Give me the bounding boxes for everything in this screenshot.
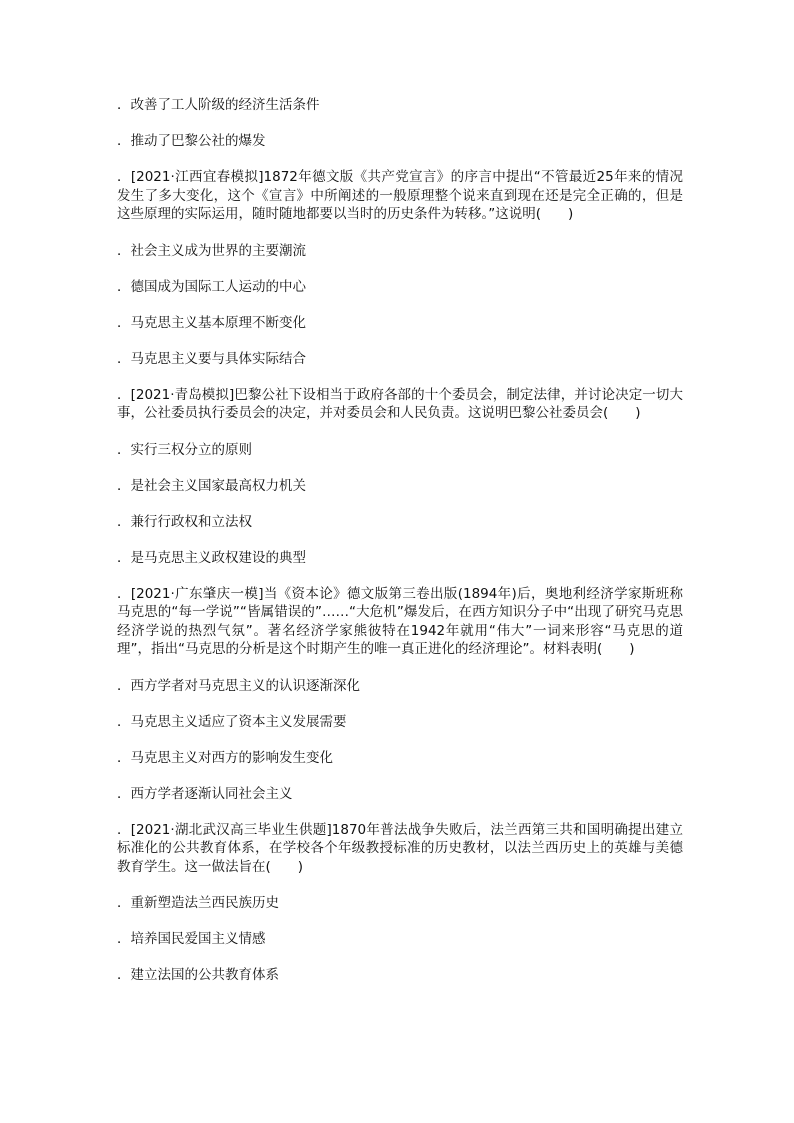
option-line: ．重新塑造法兰西民族历史 [117, 895, 279, 911]
option-line: ．马克思主义要与具体实际结合 [117, 350, 306, 367]
option-line: ．西方学者逐渐认同社会主义 [117, 785, 293, 802]
question-stem: ．[2021·青岛模拟]巴黎公社下设相当于政府各部的十个委员会，制定法律，并讨论决定一切大事，公社委员执行委员会的决定，并对委员会和人民负责。这说明巴黎公社委员会( ) [117, 386, 683, 421]
option-line: ．西方学者对马克思主义的认识逐渐深化 [117, 677, 360, 694]
question-stem: ．[2021·江西宜春模拟]1872年德文版《共产党宣言》的序言中提出“不管最近25年来的情况发生了多大变化，这个《宣言》中所阐述的一般原理整个说来直到现在还是完全正确的，但是这些原理的实际运用，随时随地都要以当时的历史条件为转移。”这说明( ) [117, 169, 683, 222]
option-line: ．推动了巴黎公社的爆发 [117, 133, 266, 149]
option-line: ．是社会主义国家最高权力机关 [117, 477, 306, 494]
document-page [117, 96, 683, 984]
question-stem: ．[2021·湖北武汉高三毕业生供题]1870年普法战争失败后，法兰西第三共和国明确提出建立标准化的公共教育体系，在学校各个年级教授标准的历史教材，以法兰西历史上的英雄与美德教育学生。这一做法旨在( ) [117, 821, 683, 875]
option-line: ．是马克思主义政权建设的典型 [117, 549, 306, 566]
option-line: ．兼行行政权和立法权 [117, 513, 252, 530]
option-line: ．马克思主义适应了资本主义发展需要 [117, 713, 347, 730]
option-line: ．社会主义成为世界的主要潮流 [117, 242, 306, 259]
option-line: ．培养国民爱国主义情感 [117, 931, 266, 947]
option-line: ．马克思主义基本原理不断变化 [117, 314, 306, 331]
option-line: ．改善了工人阶级的经济生活条件 [117, 97, 320, 113]
option-line: ．实行三权分立的原则 [117, 441, 252, 458]
question-stem: ．[2021·广东肇庆一模]当《资本论》德文版第三卷出版(1894年)后，奥地利经济学家斯班称马克思的“每一学说”“皆属错误的”……“大危机”爆发后，在西方知识分子中“出现了研究马克思经济学说的热烈气氛”。著名经济学家熊彼特在1942年就用“伟大”一词来形容“马克思的道理”，指出“马克思的分析是这个时期产生的唯一真正进化的经济理论”。材料表明( ) [117, 585, 683, 657]
option-line: ．马克思主义对西方的影响发生变化 [117, 749, 333, 766]
option-line: ．建立法国的公共教育体系 [117, 967, 279, 983]
option-line: ．德国成为国际工人运动的中心 [117, 278, 306, 295]
